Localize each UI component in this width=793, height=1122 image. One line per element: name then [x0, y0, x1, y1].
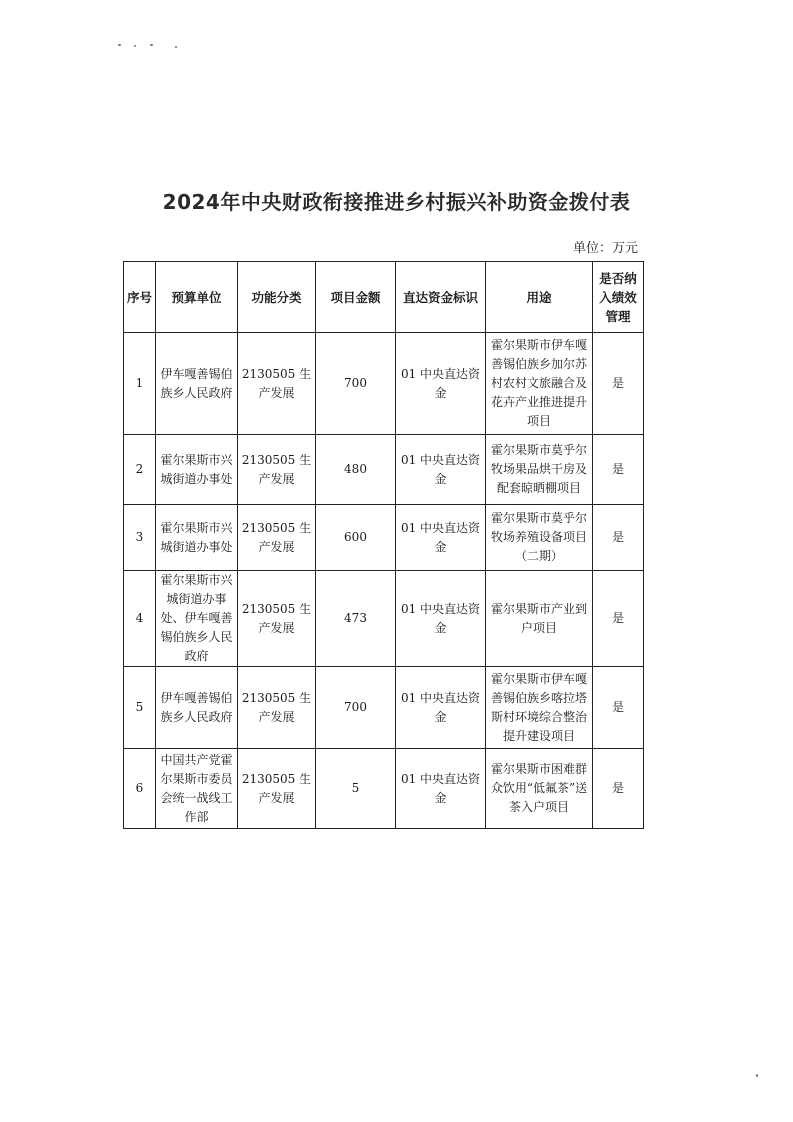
cell-unit: 霍尔果斯市兴城街道办事处 [156, 505, 238, 571]
cell-purpose: 霍尔果斯市伊车嘎善锡伯族乡加尔苏村农村文旅融合及花卉产业推进提升项目 [486, 333, 593, 435]
table-row [124, 435, 644, 505]
cell-category: 2130505 生产发展 [238, 749, 316, 829]
cell-purpose: 霍尔果斯市伊车嘎善锡伯族乡喀拉塔斯村环境综合整治提升建设项目 [486, 667, 593, 749]
cell-amount: 700 [316, 667, 396, 749]
cell-no: 4 [124, 571, 156, 667]
cell-amount: 473 [316, 571, 396, 667]
cell-no: 6 [124, 749, 156, 829]
cell-flag: 01 中央直达资金 [396, 435, 486, 505]
cell-unit: 霍尔果斯市兴城街道办事处、伊车嘎善锡伯族乡人民政府 [156, 571, 238, 667]
cell-performance: 是 [593, 571, 644, 667]
cell-flag: 01 中央直达资金 [396, 505, 486, 571]
cell-amount: 5 [316, 749, 396, 829]
cell-purpose: 霍尔果斯市莫乎尔牧场果品烘干房及配套晾晒棚项目 [486, 435, 593, 505]
cell-category: 2130505 生产发展 [238, 435, 316, 505]
cell-amount: 600 [316, 505, 396, 571]
header-performance: 是否纳入绩效管理 [593, 262, 644, 333]
header-unit: 预算单位 [156, 262, 238, 333]
scan-speck [118, 44, 121, 46]
cell-category: 2130505 生产发展 [238, 333, 316, 435]
table-row [124, 571, 644, 667]
cell-performance: 是 [593, 505, 644, 571]
unit-label: 单位：万元 [572, 241, 638, 256]
cell-performance: 是 [593, 333, 644, 435]
cell-amount: 700 [316, 333, 396, 435]
cell-flag: 01 中央直达资金 [396, 749, 486, 829]
cell-category: 2130505 生产发展 [238, 571, 316, 667]
cell-unit: 霍尔果斯市兴城街道办事处 [156, 435, 238, 505]
cell-no: 5 [124, 667, 156, 749]
cell-unit: 伊车嘎善锡伯族乡人民政府 [156, 333, 238, 435]
scan-speck [150, 44, 153, 46]
header-purpose: 用途 [486, 262, 593, 333]
document-title: 2024年中央财政衔接推进乡村振兴补助资金拨付表 [162, 190, 631, 214]
cell-no: 3 [124, 505, 156, 571]
cell-no: 2 [124, 435, 156, 505]
scan-speck [175, 46, 177, 48]
table-header-row [124, 262, 644, 333]
table-row [124, 333, 644, 435]
cell-unit: 中国共产党霍尔果斯市委员会统一战线工作部 [156, 749, 238, 829]
cell-flag: 01 中央直达资金 [396, 667, 486, 749]
cell-no: 1 [124, 333, 156, 435]
cell-flag: 01 中央直达资金 [396, 333, 486, 435]
cell-flag: 01 中央直达资金 [396, 571, 486, 667]
table-row [124, 749, 644, 829]
table-row [124, 505, 644, 571]
table-row [124, 667, 644, 749]
cell-unit: 伊车嘎善锡伯族乡人民政府 [156, 667, 238, 749]
cell-category: 2130505 生产发展 [238, 667, 316, 749]
cell-purpose: 霍尔果斯市产业到户项目 [486, 571, 593, 667]
cell-performance: 是 [593, 667, 644, 749]
cell-purpose: 霍尔果斯市困难群众饮用“低氟茶”送茶入户项目 [486, 749, 593, 829]
header-amount: 项目金额 [316, 262, 396, 333]
header-category: 功能分类 [238, 262, 316, 333]
cell-purpose: 霍尔果斯市莫乎尔牧场养殖设备项目（二期） [486, 505, 593, 571]
cell-performance: 是 [593, 435, 644, 505]
scan-speck [134, 45, 136, 47]
cell-performance: 是 [593, 749, 644, 829]
cell-category: 2130505 生产发展 [238, 505, 316, 571]
header-flag: 直达资金标识 [396, 262, 486, 333]
allocation-table [123, 261, 644, 829]
scan-speck [756, 1074, 758, 1077]
cell-amount: 480 [316, 435, 396, 505]
header-no: 序号 [124, 262, 156, 333]
